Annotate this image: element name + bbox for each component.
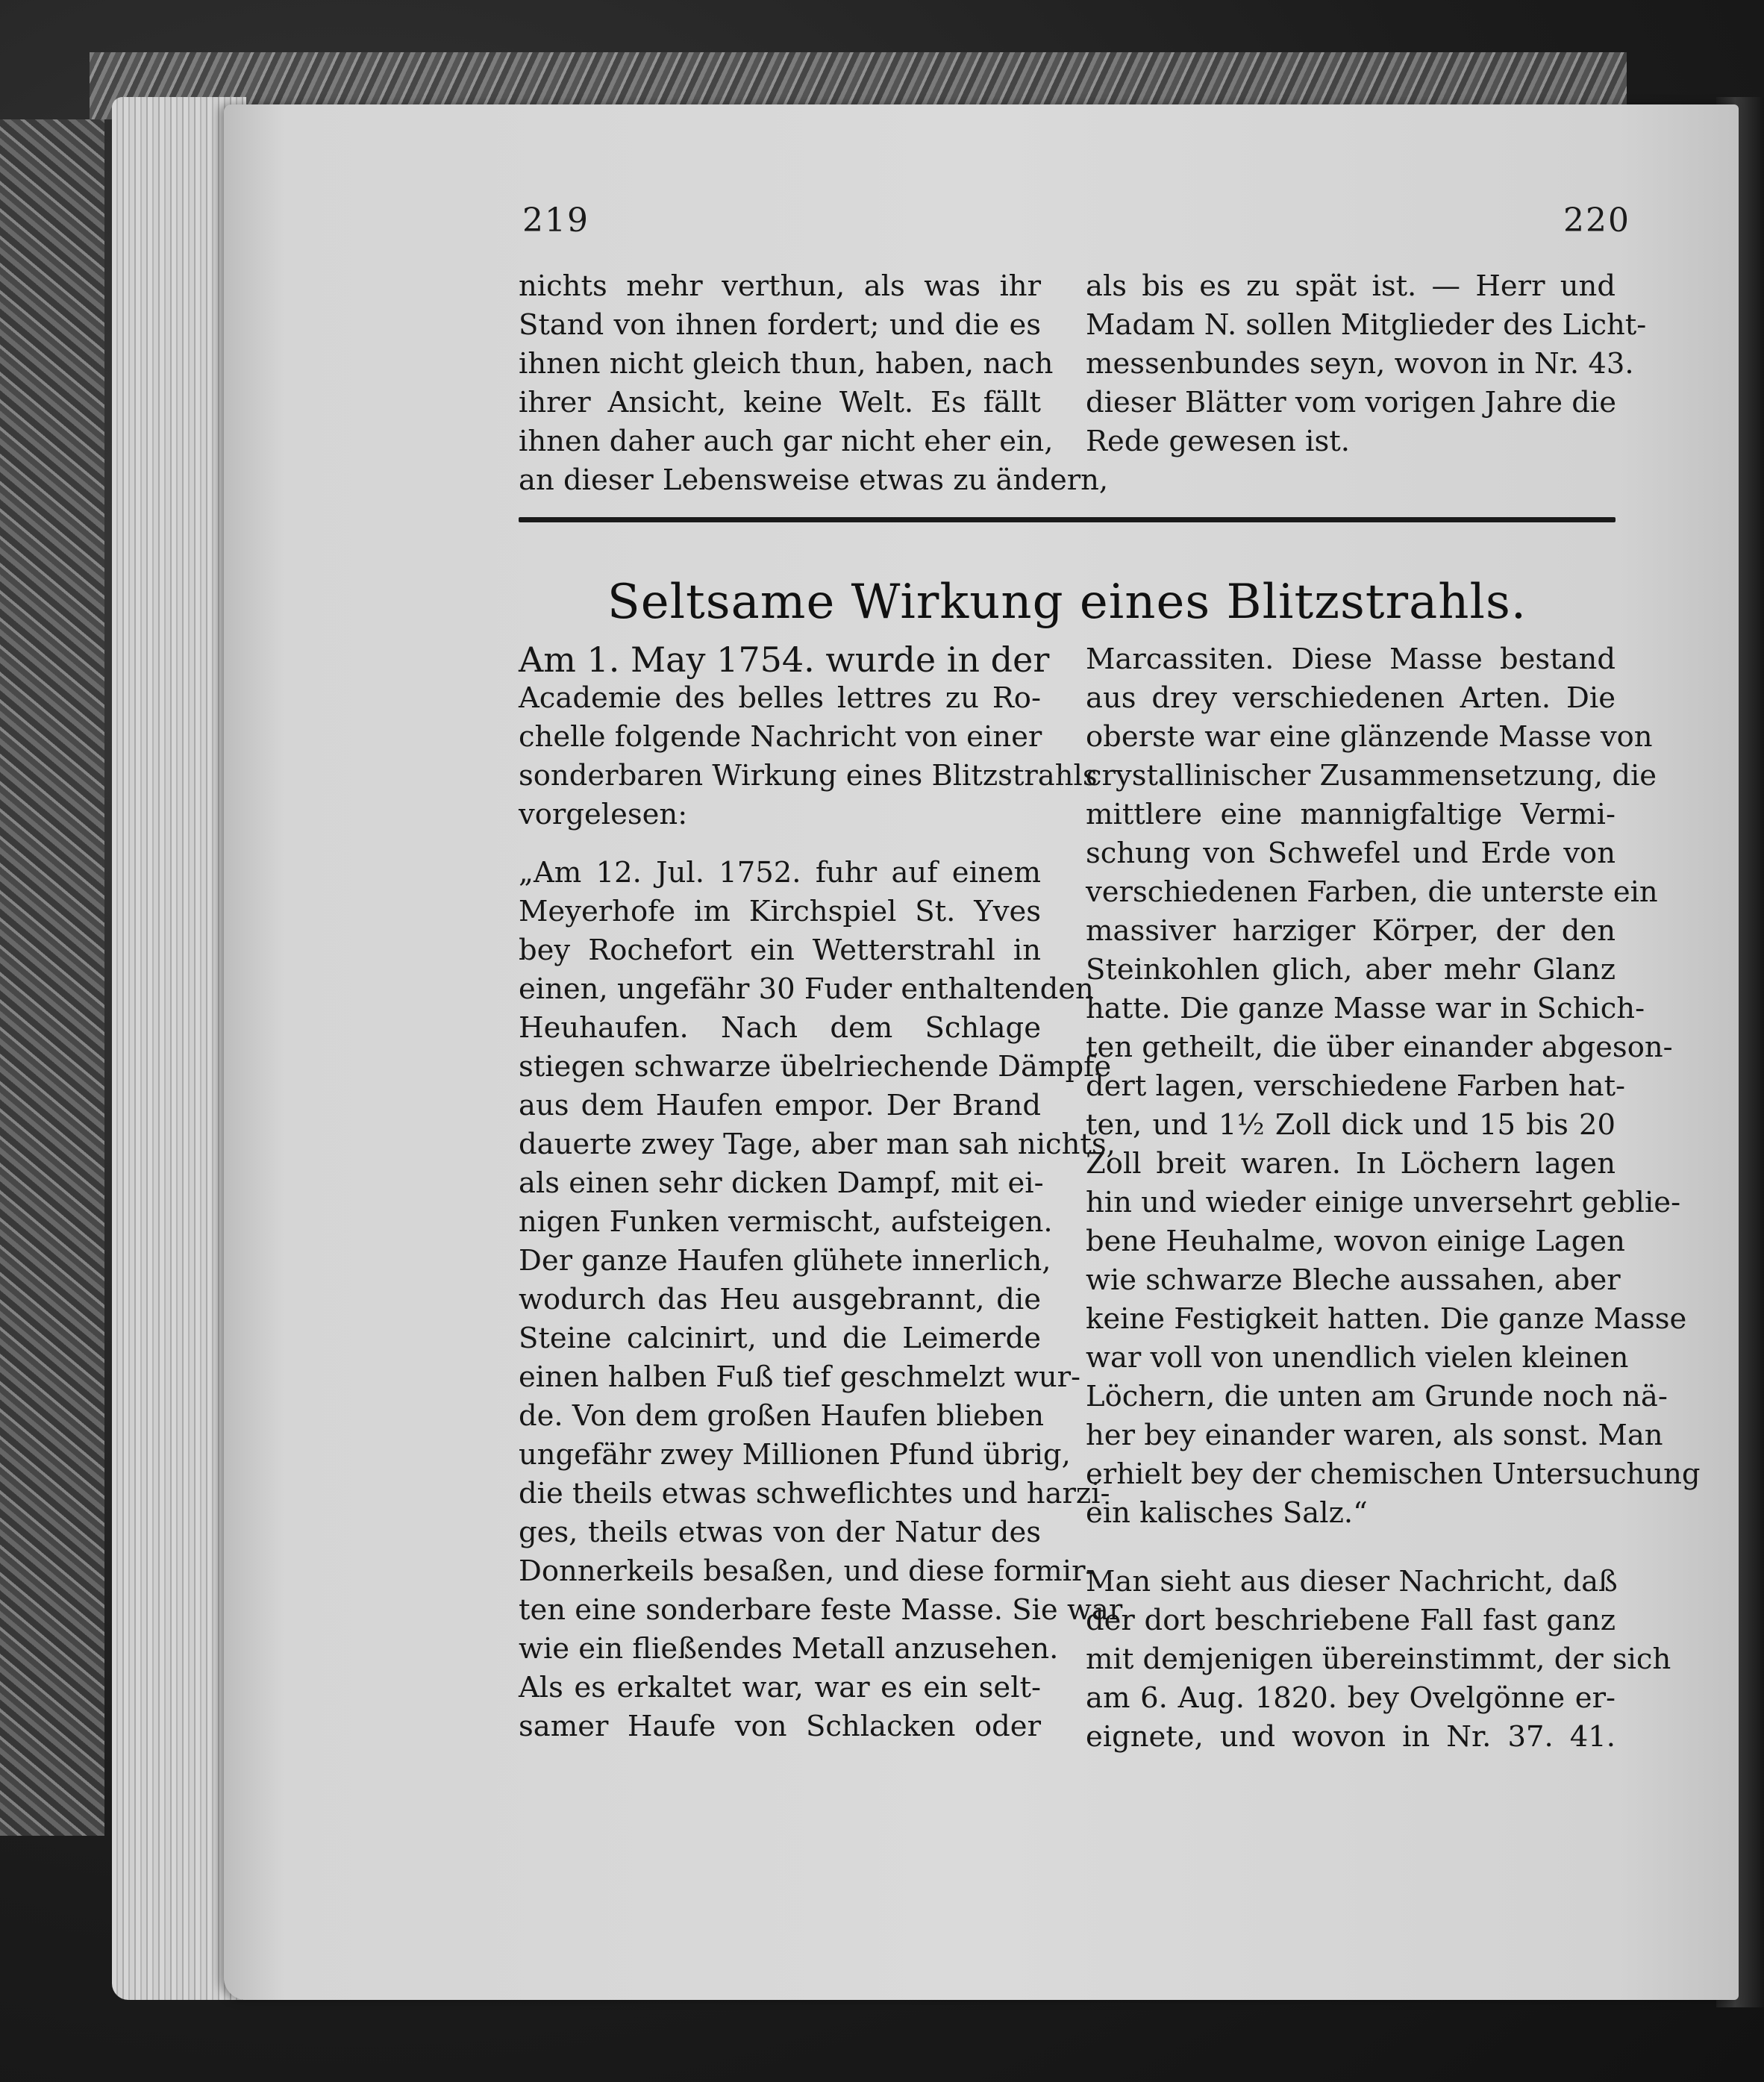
text-line: Meyerhofe im Kirchspiel St. Yves: [519, 895, 1041, 928]
text-line: einen halben Fuß tief geschmelzt wur-: [519, 1360, 1081, 1394]
marbled-edge-left: [0, 119, 104, 1836]
text-line: wodurch das Heu ausgebrannt, die: [519, 1283, 1041, 1316]
text-line: schung von Schwefel und Erde von: [1086, 837, 1616, 870]
text-line: ten, und 1½ Zoll dick und 15 bis 20: [1086, 1108, 1616, 1142]
text-line: her bey einander waren, als sonst. Man: [1086, 1419, 1663, 1452]
text-line: aus dem Haufen empor. Der Brand: [519, 1089, 1041, 1122]
text-line: Steinkohlen glich, aber mehr Glanz: [1086, 953, 1616, 987]
text-line: eignete, und wovon in Nr. 37. 41.: [1086, 1720, 1616, 1754]
text-line: wie ein fließendes Metall anzusehen.: [519, 1632, 1059, 1666]
text-line: war voll von unendlich vielen kleinen: [1086, 1341, 1629, 1375]
text-line: am 6. Aug. 1820. bey Ovelgönne er-: [1086, 1681, 1616, 1715]
top-left-column: [519, 267, 1109, 500]
text-line: hin und wieder einige unversehrt geblie-: [1086, 1186, 1681, 1219]
text-line: bene Heuhalme, wovon einige Lagen: [1086, 1225, 1625, 1258]
text-line: Stand von ihnen fordert; und die es: [519, 308, 1041, 342]
text-line: erhielt bey der chemischen Untersuchung: [1086, 1457, 1701, 1491]
text-line: aus drey verschiedenen Arten. Die: [1086, 681, 1616, 715]
text-line: Löchern, die unten am Grunde noch nä-: [1086, 1380, 1668, 1413]
text-line: massiver harziger Körper, der den: [1086, 914, 1616, 948]
text-line: an dieser Lebensweise etwas zu ändern,: [519, 463, 1109, 497]
text-line: Heuhaufen. Nach dem Schlage: [519, 1011, 1041, 1045]
text-line: verschiedenen Farben, die unterste ein: [1086, 875, 1658, 909]
text-line: Zoll breit waren. In Löchern lagen: [1086, 1147, 1616, 1181]
text-line: wie schwarze Bleche aussahen, aber: [1086, 1263, 1621, 1297]
section-divider: [519, 517, 1616, 522]
text-line: der dort beschriebene Fall fast ganz: [1086, 1604, 1616, 1637]
text-line: ges, theils etwas von der Natur des: [519, 1516, 1041, 1549]
text-line: einen, ungefähr 30 Fuder enthaltenden: [519, 972, 1094, 1006]
text-line: bey Rochefort ein Wetterstrahl in: [519, 934, 1041, 967]
text-line: de. Von dem großen Haufen blieben: [519, 1399, 1044, 1433]
text-line: ten getheilt, die über einander abgeson-: [1086, 1031, 1673, 1064]
text-line: chelle folgende Nachricht von einer: [519, 720, 1042, 754]
text-line: Steine calcinirt, und die Leimerde: [519, 1322, 1041, 1355]
text-line: die theils etwas schweflichtes und harzi-: [519, 1477, 1110, 1510]
text-line: samer Haufe von Schlacken oder: [519, 1710, 1041, 1743]
text-line: nigen Funken vermischt, aufsteigen.: [519, 1205, 1053, 1239]
text-line: Marcassiten. Diese Masse bestand: [1086, 643, 1616, 676]
text-line: Am 1. May 1754. wurde in der: [519, 640, 1050, 680]
text-line: Rede gewesen ist.: [1086, 425, 1350, 458]
text-line: als bis es zu spät ist. — Herr und: [1086, 269, 1616, 303]
text-line: als einen sehr dicken Dampf, mit ei-: [519, 1166, 1044, 1200]
text-line: ihrer Ansicht, keine Welt. Es fällt: [519, 386, 1041, 419]
text-line: mittlere eine mannigfaltige Vermi-: [1086, 798, 1616, 831]
text-line: dauerte zwey Tage, aber man sah nichts,: [519, 1128, 1116, 1161]
text-line: ein kalisches Salz.“: [1086, 1496, 1368, 1530]
text-line: „Am 12. Jul. 1752. fuhr auf einem: [519, 856, 1041, 890]
text-line: Academie des belles lettres zu Ro-: [519, 681, 1041, 715]
text-line: dert lagen, verschiedene Farben hat-: [1086, 1069, 1626, 1103]
text-line: keine Festigkeit hatten. Die ganze Masse: [1086, 1302, 1687, 1336]
text-line: crystallinischer Zusammensetzung, die: [1086, 759, 1657, 793]
page-number-right: 220: [1563, 201, 1630, 240]
text-line: stiegen schwarze übelriechende Dämpfe: [519, 1050, 1112, 1084]
top-right-column: [1086, 267, 1647, 461]
text-line: ungefähr zwey Millionen Pfund übrig,: [519, 1438, 1071, 1472]
text-line: ihnen nicht gleich thun, haben, nach: [519, 347, 1054, 381]
text-line: hatte. Die ganze Masse war in Schich-: [1086, 992, 1645, 1025]
text-line: Als es erkaltet war, war es ein selt-: [519, 1671, 1041, 1704]
page-number-left: 219: [522, 201, 589, 240]
left-column: [519, 640, 1123, 1746]
text-line: sonderbaren Wirkung eines Blitzstrahls: [519, 759, 1098, 793]
text-line: Donnerkeils besaßen, und diese formir-: [519, 1554, 1095, 1588]
right-column: [1086, 640, 1701, 1757]
text-line: ihnen daher auch gar nicht eher ein,: [519, 425, 1054, 458]
text-line: Der ganze Haufen glühete innerlich,: [519, 1244, 1051, 1278]
text-line: dieser Blätter vom vorigen Jahre die: [1086, 386, 1616, 419]
text-line: mit demjenigen übereinstimmt, der sich: [1086, 1642, 1671, 1676]
text-line: nichts mehr verthun, als was ihr: [519, 269, 1041, 303]
text-line: ten eine sonderbare feste Masse. Sie war: [519, 1593, 1123, 1627]
text-line: Madam N. sollen Mitglieder des Licht-: [1086, 308, 1647, 342]
text-line: messenbundes seyn, wovon in Nr. 43.: [1086, 347, 1634, 381]
text-line: Man sieht aus dieser Nachricht, daß: [1086, 1565, 1618, 1598]
text-line: vorgelesen:: [519, 798, 688, 831]
article-headline: Seltsame Wirkung eines Blitzstrahls.: [607, 575, 1527, 630]
text-line: oberste war eine glänzende Masse von: [1086, 720, 1653, 754]
